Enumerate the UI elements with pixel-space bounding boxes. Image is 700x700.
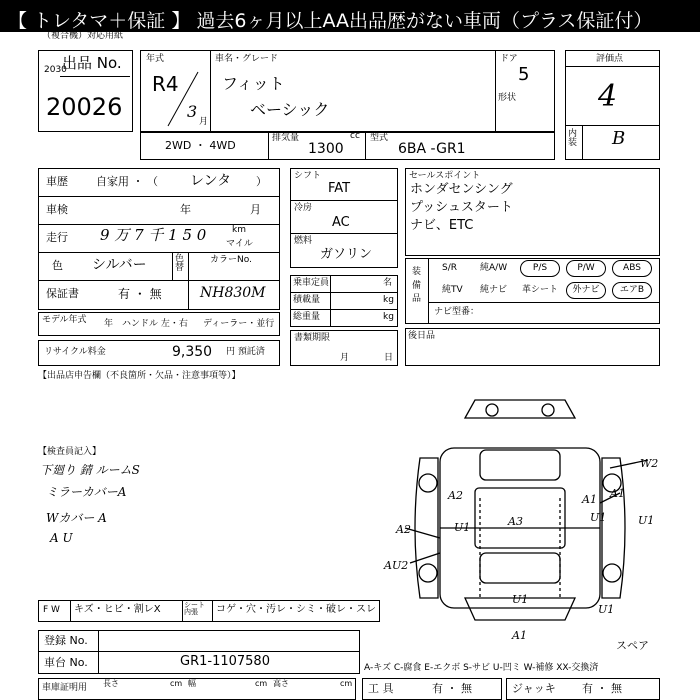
cert-height: 高さ: [273, 679, 289, 688]
equip-navi: 純ナビ: [480, 285, 508, 295]
model-year-unit: 年: [104, 319, 114, 329]
shift-label: シフト: [294, 171, 322, 181]
diagram-mark: U1: [598, 603, 615, 616]
recycle-value: 9,350: [172, 344, 213, 360]
equipment-label: 装備品: [412, 267, 422, 304]
diagram-mark: A1: [582, 493, 597, 506]
recycle-label: リサイクル料金: [44, 347, 106, 357]
mileage-km: km: [232, 225, 246, 235]
sales-item: ナビ、ETC: [410, 218, 474, 233]
equip-leather: 革シート: [522, 285, 559, 295]
displacement-value: 1300: [308, 141, 344, 157]
lot-label: 出品 No.: [62, 54, 122, 72]
seller-notes-label: 【出品店申告欄（不良箇所・欠品・注意事項等）】: [38, 371, 241, 381]
diagram-mark: A1: [512, 629, 527, 642]
spare-label: スペア: [616, 639, 649, 652]
chassis-value: GR1-1107580: [180, 654, 270, 669]
drive: 2WD ・ 4WD: [165, 139, 236, 152]
inspector-line: ミラーカバーA: [46, 485, 127, 499]
jack-value: 有 ・ 無: [582, 682, 622, 695]
gross-unit: kg: [383, 312, 394, 322]
diagram-mark: W2: [640, 457, 659, 470]
cert-unit: cm: [340, 679, 353, 688]
fuel-label: 燃料: [294, 236, 313, 246]
equip-tv: 純TV: [442, 285, 463, 295]
color-value: シルバー: [92, 257, 147, 273]
sub-label: （複合機）対応用紙: [42, 31, 124, 41]
mileage-mile: マイル: [226, 239, 253, 249]
warranty-value: 有 ・ 無: [118, 287, 162, 301]
diagram-mark: U1: [512, 593, 529, 606]
year-month-unit: 月: [199, 117, 209, 127]
diagram-mark: U1: [638, 514, 655, 527]
cert-label: 車庫証明用: [42, 683, 88, 693]
shape-label: 形状: [498, 93, 517, 103]
inspection-label: 車検: [46, 203, 68, 216]
car-diagram: [380, 388, 670, 648]
navi-label: ナビ型番：: [434, 307, 480, 317]
colorno-label: カラーNo.: [210, 255, 252, 265]
seat-items: コゲ・穴・汚レ・シミ・破レ・スレ: [216, 604, 376, 615]
history-close: ）: [256, 175, 267, 188]
displacement-unit: cc: [350, 131, 360, 141]
dealer-label: ディーラー・並行: [203, 319, 275, 329]
equip-extnavi: 外ナビ: [566, 282, 606, 299]
lot-number: 20026: [46, 93, 123, 121]
seat-unit: 名: [383, 278, 393, 288]
lot-tag: 2030: [44, 65, 67, 75]
seat-label: 乗車定員: [293, 278, 330, 288]
shift-value: FAT: [328, 181, 351, 196]
recycle-unit: 円 預託済: [226, 347, 265, 357]
banner: 【 トレタマ＋保証 】 過去6ヶ月以上AA出品歴がない車両（プラス保証付）: [0, 0, 700, 32]
mileage-value: 9 万 7 千 1 5 0: [100, 226, 207, 244]
history-options: 自家用 ・ （: [96, 175, 158, 188]
inspector-line: 下廻り 錆 ルームS: [40, 463, 140, 477]
inspector-line: A U: [50, 531, 73, 545]
load-unit: kg: [383, 295, 394, 305]
equip-airbag: エアB: [612, 282, 652, 299]
legend: A-キズ C-腐食 E-エクボ S-サビ U-凹ミ W-補修 XX-交換済: [364, 663, 599, 673]
registration-label: 登録 No.: [44, 634, 88, 647]
load-label: 積載量: [293, 295, 321, 305]
rating-label: 評価点: [596, 54, 624, 64]
year-label: 年式: [146, 54, 165, 64]
diagram-mark: U1: [590, 511, 607, 524]
mileage-label: 走行: [46, 231, 68, 244]
equip-abs: ABS: [612, 260, 652, 277]
equip-ps: P/S: [520, 260, 560, 277]
handle-label: ハンドル 左・右: [122, 319, 188, 329]
model-grade: ベーシック: [250, 100, 330, 119]
fw-items: キズ・ヒビ・割レX: [74, 604, 161, 615]
history-value: レンタ: [190, 173, 232, 189]
int-label: 内装: [568, 129, 578, 148]
history-label: 車歴: [46, 175, 68, 188]
diagram-mark: AU2: [384, 559, 409, 572]
cert-unit: cm: [170, 679, 183, 688]
sales-item: ホンダセンシング: [410, 182, 513, 197]
gross-label: 総重量: [293, 312, 321, 322]
sales-item: プッシュスタート: [410, 200, 513, 215]
displacement-label: 排気量: [272, 133, 300, 143]
warranty-label: 保証書: [46, 287, 79, 300]
cert-unit: cm: [255, 679, 268, 688]
fw-label: F W: [43, 605, 60, 615]
year-era: R4: [152, 72, 179, 96]
type-value: 6BA -GR1: [398, 141, 466, 157]
cert-length: 長さ: [103, 679, 119, 688]
cert-width: 幅: [188, 679, 196, 688]
notes-label: 後日品: [408, 331, 436, 341]
equip-pw: P/W: [566, 260, 606, 277]
equip-aw: 純A/W: [480, 263, 508, 273]
colorno-value: NH830M: [200, 285, 266, 301]
tools-value: 有 ・ 無: [432, 682, 472, 695]
model-name: フィット: [222, 74, 285, 93]
diagram-mark: A2: [396, 523, 411, 536]
int-value: B: [612, 128, 626, 149]
docs-month: 月: [340, 353, 350, 363]
docs-day: 日: [384, 353, 394, 363]
chassis-label: 車台 No.: [44, 656, 88, 669]
fuel-value: ガソリン: [320, 247, 373, 262]
jack-label: ジャッキ: [512, 682, 556, 695]
diagram-mark: A1: [610, 487, 625, 500]
ac-label: 冷房: [294, 203, 313, 213]
inspector-label: 【検査員記入】: [38, 447, 102, 457]
color-change-label: 色替: [175, 254, 185, 273]
diagram-mark: A2: [448, 489, 463, 502]
seat-label: シート内張: [184, 601, 205, 616]
year-month: 3: [187, 102, 198, 121]
tools-label: 工 具: [368, 682, 394, 695]
sales-label: セールスポイント: [409, 171, 481, 181]
doors-value: 5: [518, 64, 530, 85]
inspection-month: 月: [250, 203, 261, 216]
model-label: 車名・グレード: [215, 54, 279, 64]
diagram-mark: A3: [508, 515, 523, 528]
rating-value: 4: [598, 79, 618, 114]
model-year-label: モデル年式: [42, 315, 87, 325]
type-label: 型式: [370, 133, 389, 143]
doors-label: ドア: [500, 54, 518, 64]
inspection-year: 年: [180, 203, 191, 216]
inspector-line: Wカバー A: [46, 511, 107, 525]
docs-label: 書類期限: [294, 333, 331, 343]
diagram-mark: U1: [454, 521, 471, 534]
notes-box: [405, 328, 660, 366]
color-label: 色: [52, 259, 63, 272]
equip-sr: S/R: [442, 263, 457, 273]
ac-value: AC: [332, 215, 350, 230]
